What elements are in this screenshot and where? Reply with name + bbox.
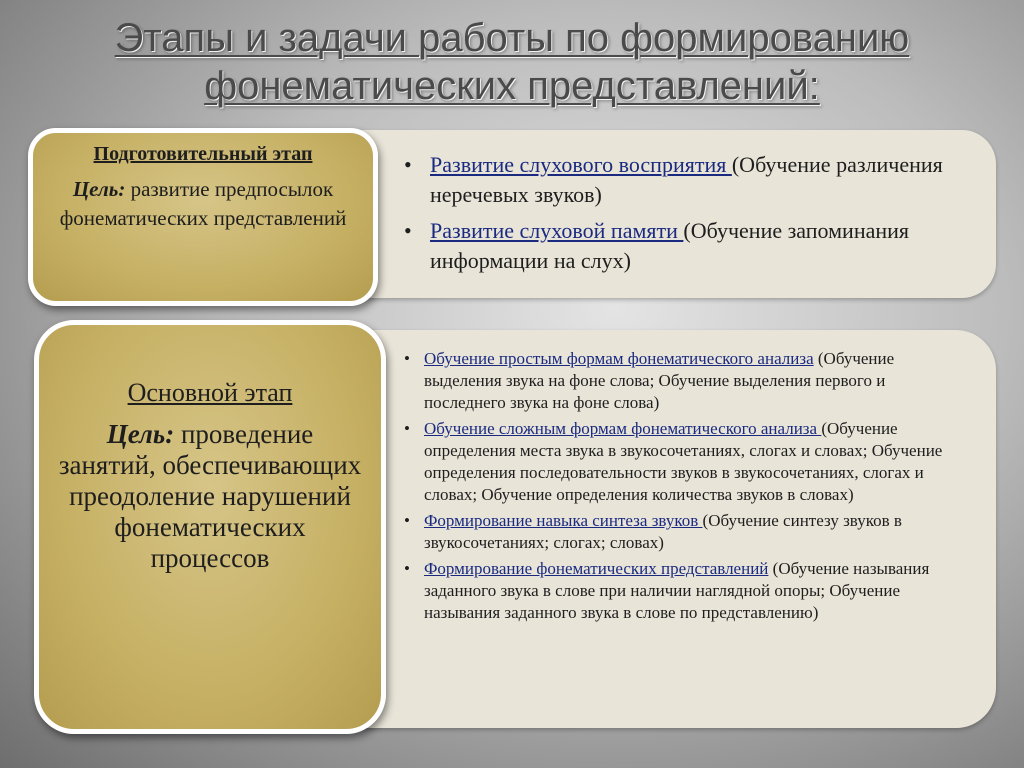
goal-label: Цель: (106, 419, 175, 449)
bullet-icon: • (404, 419, 410, 438)
task-detail: (Обучение различения неречевых звуков) (430, 152, 943, 207)
task-detail: (Обучение запоминания информации на слух) (430, 218, 910, 273)
task-detail: (Обучение синтезу звуков в звукосочетаниях; слогах; словах) (424, 511, 902, 552)
bullet-icon: • (404, 511, 410, 530)
stage-goal (55, 419, 365, 574)
stage-name: Основной этап (127, 378, 293, 407)
task-list-main (400, 348, 960, 628)
task-detail: (Обучение называния заданного звука в слове при наличии наглядной опоры; Обучение называния заданного звука в слове по представлению) (424, 559, 930, 622)
task-item (400, 216, 970, 276)
task-item (400, 150, 970, 210)
task-item (400, 510, 960, 554)
bullet-icon: • (404, 559, 410, 578)
stage-card-main (34, 320, 386, 734)
task-link[interactable]: Обучение простым формам фонематического анализа (424, 349, 814, 368)
task-link[interactable]: Развитие слуховой памяти (430, 218, 684, 243)
stage-name: Подготовительный этап (93, 143, 313, 165)
task-link[interactable]: Формирование фонематических представлений (424, 559, 769, 578)
bullet-icon: • (404, 152, 412, 177)
goal-text: проведение занятий, обеспечивающих преодоление нарушений фонематических процессов (58, 419, 362, 573)
slide-title-line-1: Этапы и задачи работы по формированию (114, 16, 910, 60)
task-item (400, 558, 960, 624)
stage-card-preparatory (28, 128, 378, 306)
slide-title (40, 14, 984, 110)
task-item (400, 348, 960, 414)
stage-row-preparatory (0, 124, 1024, 306)
stage-goal (45, 175, 361, 233)
task-list-preparatory (400, 150, 970, 282)
stage-row-main (0, 318, 1024, 738)
task-link[interactable]: Развитие слухового восприятия (430, 152, 732, 177)
bullet-icon: • (404, 218, 412, 243)
task-link[interactable]: Обучение сложным формам фонематического анализа (424, 419, 822, 438)
goal-label: Цель: (72, 177, 126, 201)
task-detail: (Обучение определения места звука в звукосочетаниях, слогах и словах; Обучение определения последовательности звуков в звукосочетаниях, слогах и словах; Обучение определения количества звуков в словах) (424, 419, 943, 504)
task-detail: (Обучение выделения звука на фоне слова; Обучение выделения первого и последнего звука на фоне слова) (424, 349, 895, 412)
slide-title-line-2: фонематических представлений: (204, 64, 820, 108)
task-link[interactable]: Формирование навыка синтеза звуков (424, 511, 703, 530)
bullet-icon: • (404, 349, 410, 368)
goal-text: развитие предпосылок фонематических представлений (59, 177, 347, 230)
task-item (400, 418, 960, 506)
